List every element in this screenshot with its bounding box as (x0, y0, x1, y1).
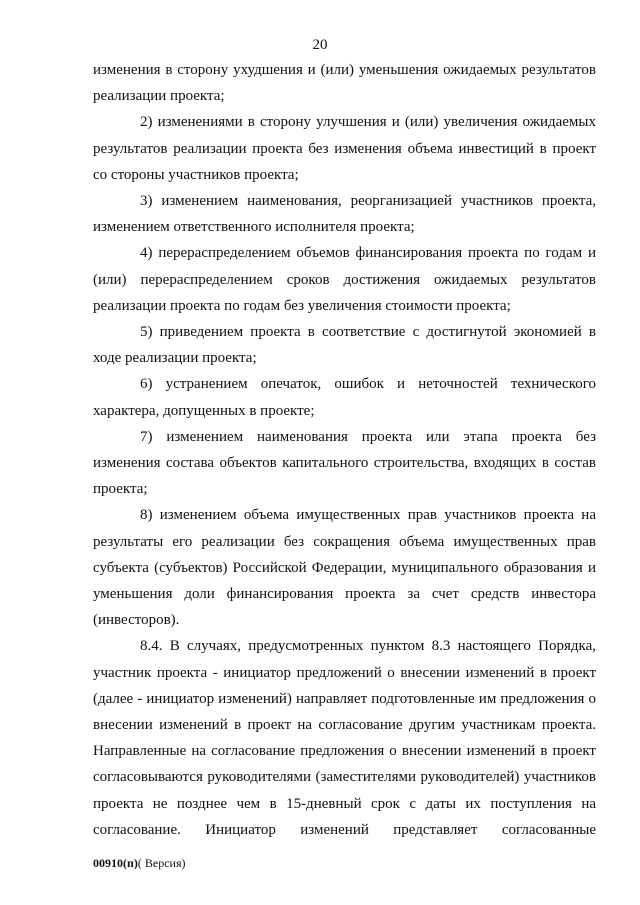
list-item-5: 5) приведением проекта в соответствие с достигнутой экономией в ходе реализации проекта; (93, 324, 596, 367)
list-item-8: 8) изменением объема имущественных прав участников проекта на результаты его реализации без сокращения объема имущественных прав субъекта (субъектов) Российской Федерации, муниципального образования и уменьшения доли финансирования проекта за счет средств инвестора (инвесторов). (93, 507, 596, 629)
list-item-2: 2) изменениями в сторону улучшения и (или) увеличения ожидаемых результатов реализации проекта без изменения объема инвестиций в проект со стороны участников проекта; (93, 114, 596, 183)
list-item-4: 4) перераспределением объемов финансирования проекта по годам и (или) перераспределением сроков достижения ожидаемых результатов реализации проекта по годам без увеличения стоимости проекта; (93, 245, 596, 314)
clause-8-4: 8.4. В случаях, предусмотренных пунктом 8.3 настоящего Порядка, участник проекта - инициатор предложений о внесении изменений в проект (далее - инициатор изменений) направляет подготовленные им предложения о внесении изменений в проект на согласование другим участникам проекта. Направленные на согласование предложения о внесении изменений в проект согласовываются руководителями (заместителями руководителей) участников проекта не позднее чем в 15-дневный срок с даты их поступления на согласование. Инициатор изменений представляет согласованные (93, 638, 596, 838)
document-footer (93, 856, 186, 870)
page-number: 20 (312, 37, 328, 53)
list-item-6: 6) устранением опечаток, ошибок и неточностей технического характера, допущенных в проекте; (93, 376, 596, 419)
paragraph-continuation: изменения в сторону ухудшения и (или) уменьшения ожидаемых результатов реализации проекта; (93, 62, 596, 105)
version-label: ( Версия) (137, 856, 186, 870)
list-item-7: 7) изменением наименования проекта или этапа проекта без изменения состава объектов капитального строительства, входящих в состав проекта; (93, 428, 596, 498)
document-body (93, 57, 596, 843)
list-item-3: 3) изменением наименования, реорганизацией участников проекта, изменением ответственного исполнителя проекта; (93, 193, 596, 236)
document-code: 00910(п) (93, 856, 138, 870)
